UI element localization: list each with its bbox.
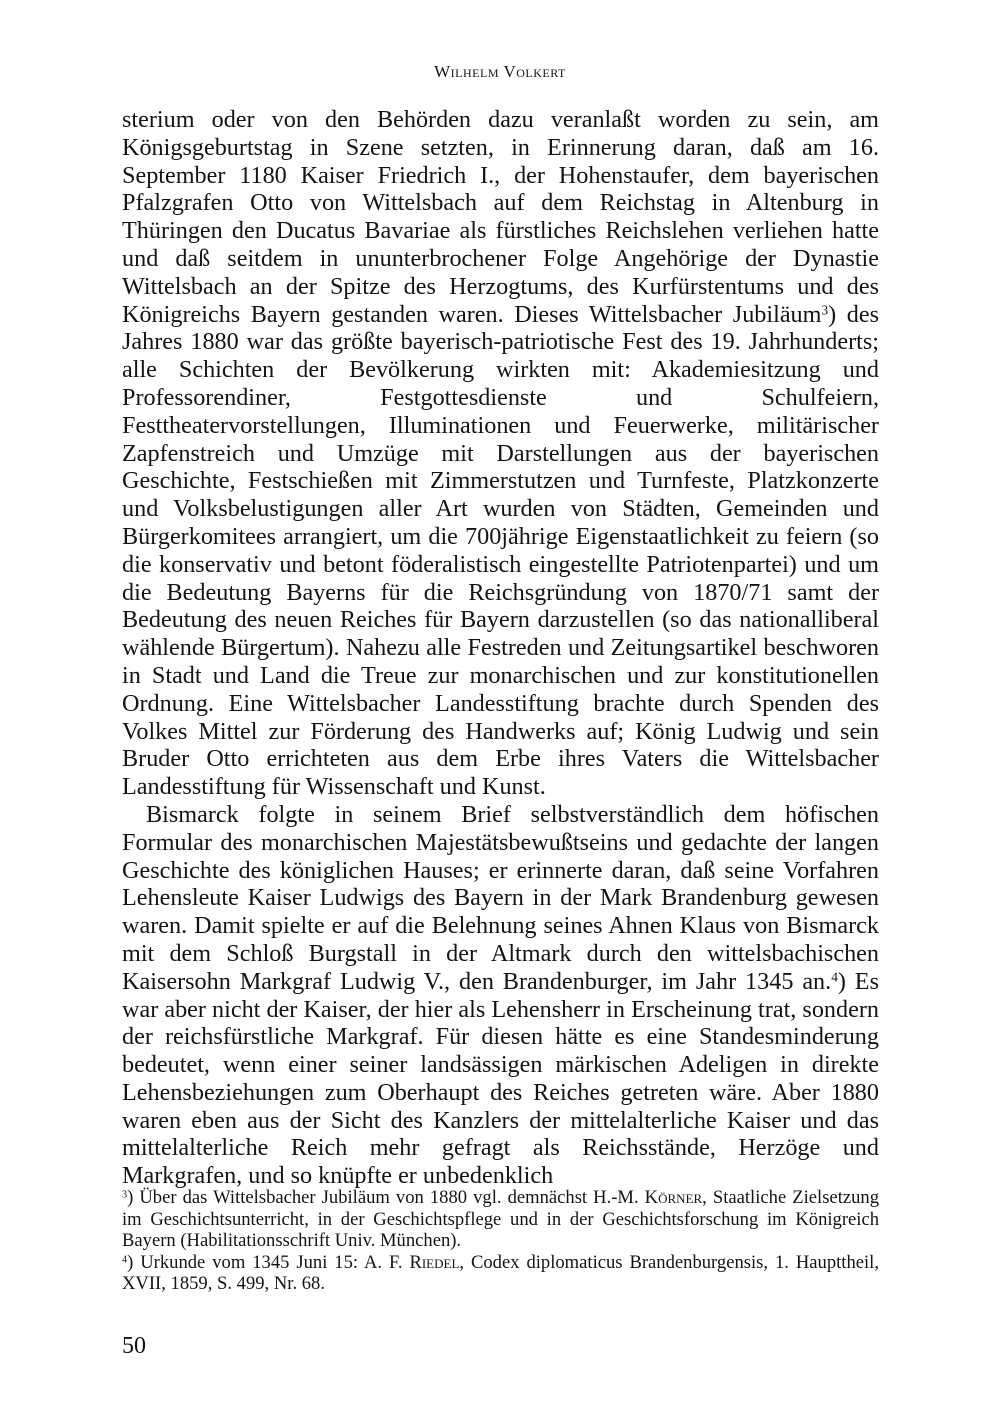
paragraph-1-rest: ) des Jahres 1880 war das größte bayerisch-patriotische Fest des 19. Jahrhunderts; alle Schichten der Bevölkerung wirkten mit: Akademiesitzung und Professorendiner, Festgottesdienste und Schulfeiern, Festtheatervorstellungen, Illuminationen und Feuerwerke, militärischer Zapfenstreich und Umzüge mit Darstellungen aus der bayerischen Geschichte, Festschießen mit Zimmerstutzen und Turnfeste, Platzkonzerte und Volksbelustigungen aller Art wurden von Städten, Gemeinden und Bürgerkomitees arrangiert, um die 700jährige Eigenstaatlichkeit zu feiern (so die konservativ und betont föderalistisch eingestellte Patriotenpartei) und um die Bedeutung Bayerns für die Reichsgründung von 1870/71 samt der Bedeutung des neuen Reiches für Bayern darzustellen (so das nationalliberal wählende Bürgertum). Nahezu alle Festreden und Zeitungsartikel beschworen in Stadt und Land die Treue zur monarchischen und zur konstitutionellen Ordnung. Eine Wittelsbacher Landesstiftung brachte durch Spenden des Volkes Mittel zur Förderung des Handwerks auf; König Ludwig und sein Bruder Otto errichteten aus dem Erbe ihres Vaters die Wittelsbacher Landesstiftung für Wissenschaft und Kunst. <box>122 300 880 801</box>
paragraph-2-rest: ) Es war aber nicht der Kaiser, der hier als Lehensherr in Erscheinung trat, sondern der reichsfürstliche Markgraf. Für diesen hätte es eine Standesminderung bedeutet, wenn einer seiner landsässigen märkischen Adeligen in direkte Lehensbeziehungen zum Oberhaupt des Reiches getreten wäre. Aber 1880 waren eben aus der Sicht des Kanzlers der mittelalterliche Kaiser und das mittelalterliche Reich mehr gefragt als Reichsstände, Herzöge und Markgrafen, und so knüpfte er unbedenklich <box>122 967 879 1190</box>
footnote-3-author: Körner <box>644 1187 703 1208</box>
running-header <box>0 62 1000 82</box>
footnote-3-number: 3 <box>122 1189 128 1201</box>
footnote-3-text: ) Über das Wittelsbacher Jubiläum von 1880 vgl. demnächst H.-M. <box>127 1187 645 1208</box>
footnote-4-text: ) Urkunde vom 1345 Juni 15: A. F. <box>127 1251 410 1273</box>
paragraph-1 <box>122 106 879 801</box>
footnotes <box>122 1187 879 1295</box>
footnote-4-rest: , Codex diplomaticus Brandenburgensis, 1. Haupttheil, XVII, 1859, S. 499, Nr. 68. <box>122 1251 879 1295</box>
footnote-3-rest: , Staatliche Zielsetzung im Geschichtsunterricht, in der Geschichtspflege und in der Geschichtsforschung im Königreich Bayern (Habilitationsschrift Univ. München). <box>122 1187 879 1252</box>
paragraph-1-text: sterium oder von den Behörden dazu veranlaßt worden zu sein, am Königsgeburtstag in Szene setzten, in Erinnerung daran, daß am 16. September 1180 Kaiser Friedrich I., der Hohenstaufer, dem bayerischen Pfalzgrafen Otto von Wittelsbach auf dem Reichstag in Altenburg in Thüringen den Ducatus Bavariae als fürstliches Reichslehen verliehen hatte und daß seitdem in ununterbrochener Folge Angehörige der Dynastie Wittelsbach an der Spitze des Herzogtums, des Kurfürstentums und des Königreichs Bayern gestanden waren. Dieses Wittelsbacher Jubiläum <box>122 106 879 328</box>
page-number: 50 <box>122 1333 146 1359</box>
footnote-ref-3: 3 <box>821 302 829 318</box>
footnote-4-number: 4 <box>122 1254 128 1266</box>
body-text <box>122 106 879 1190</box>
footnote-ref-4: 4 <box>831 969 838 985</box>
paragraph-2-text: Bismarck folgte in seinem Brief selbstverständlich dem höfischen Formular des monarchischen Majestätsbewußtseins und gedachte der langen Geschichte des königlichen Hauses; er erinnerte daran, daß seine Vorfahren Lehensleute Kaiser Ludwigs des Bayern in der Mark Brandenburg gewesen waren. Damit spielte er auf die Belehnung seines Ahnen Klaus von Bismarck mit dem Schloß Burgstall in der Altmark durch den wittelsbachischen Kaisersohn Markgraf Ludwig V., den Brandenburger, im Jahr 1345 an. <box>122 800 879 995</box>
footnote-3 <box>122 1187 879 1252</box>
footnote-4-author: Riedel <box>409 1251 460 1273</box>
paragraph-2 <box>122 801 879 1190</box>
footnote-4 <box>122 1252 879 1295</box>
running-header-author: Wilhelm Volkert <box>434 62 566 81</box>
